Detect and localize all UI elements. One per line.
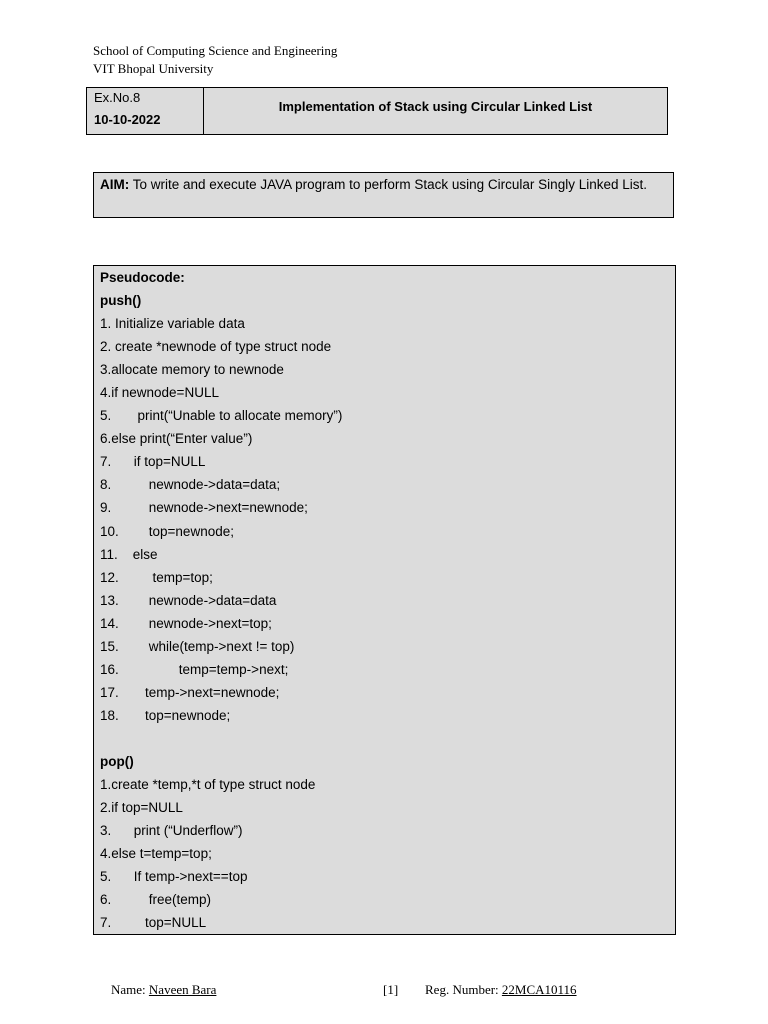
- pop-step: 1.create *temp,*t of type struct node: [100, 777, 316, 793]
- push-step: 10. top=newnode;: [100, 523, 234, 539]
- pop-step: 3. print (“Underflow”): [100, 823, 243, 839]
- document-header: [93, 42, 337, 78]
- aim-label: AIM:: [100, 177, 130, 192]
- push-step: 5. print(“Unable to allocate memory”): [100, 408, 343, 424]
- footer-reg: [425, 982, 577, 998]
- reg-number: 22MCA10116: [501, 982, 577, 997]
- pop-steps: [100, 773, 669, 934]
- pop-step: 7. top=NULL: [100, 915, 207, 931]
- exercise-number: Ex.No.8: [94, 90, 141, 105]
- push-step: 7. if top=NULL: [100, 454, 206, 470]
- exercise-date: 10-10-2022: [94, 112, 161, 127]
- blank-line: [100, 727, 669, 750]
- push-heading: push(): [100, 293, 142, 309]
- university-name: VIT Bhopal University: [93, 61, 214, 76]
- pop-heading: pop(): [100, 753, 134, 769]
- pseudocode-heading: Pseudocode:: [100, 270, 185, 285]
- push-step: 17. temp->next=newnode;: [100, 684, 280, 700]
- exercise-info-cell: [87, 88, 204, 134]
- push-step: 14. newnode->next=top;: [100, 615, 272, 631]
- push-step: 13. newnode->data=data: [100, 592, 277, 608]
- pseudocode-box: [93, 265, 676, 935]
- push-step: 16. temp=temp->next;: [100, 661, 289, 677]
- name-label: Name:: [111, 982, 146, 997]
- pop-step: 4.else t=temp=top;: [100, 846, 212, 862]
- push-step: 4.if newnode=NULL: [100, 385, 219, 401]
- exercise-title: Implementation of Stack using Circular Linked List: [278, 99, 593, 114]
- push-step: 2. create *newnode of type struct node: [100, 339, 332, 355]
- footer-name: [111, 982, 216, 998]
- push-step: 1. Initialize variable data: [100, 316, 245, 332]
- push-step: 9. newnode->next=newnode;: [100, 500, 308, 516]
- page-number: [1]: [383, 982, 399, 997]
- push-step: 15. while(temp->next != top): [100, 638, 295, 654]
- push-step: 11. else: [100, 546, 158, 562]
- aim-text: To write and execute JAVA program to perform Stack using Circular Singly Linked List.: [129, 177, 647, 192]
- reg-label: Reg. Number:: [425, 982, 499, 997]
- pop-step: 5. If temp->next==top: [100, 869, 248, 885]
- school-name: School of Computing Science and Engineering: [93, 43, 338, 58]
- pop-step: 6. free(temp): [100, 892, 212, 908]
- push-step: 3.allocate memory to newnode: [100, 362, 284, 378]
- exercise-header-box: [86, 87, 668, 135]
- push-steps: [100, 312, 669, 727]
- push-step: 6.else print(“Enter value”): [100, 431, 253, 447]
- push-step: 8. newnode->data=data;: [100, 477, 281, 493]
- push-step: 18. top=newnode;: [100, 707, 231, 723]
- student-name: Naveen Bara: [148, 982, 217, 997]
- aim-box: [93, 172, 674, 218]
- push-step: 12. temp=top;: [100, 569, 213, 585]
- pop-step: 2.if top=NULL: [100, 800, 183, 816]
